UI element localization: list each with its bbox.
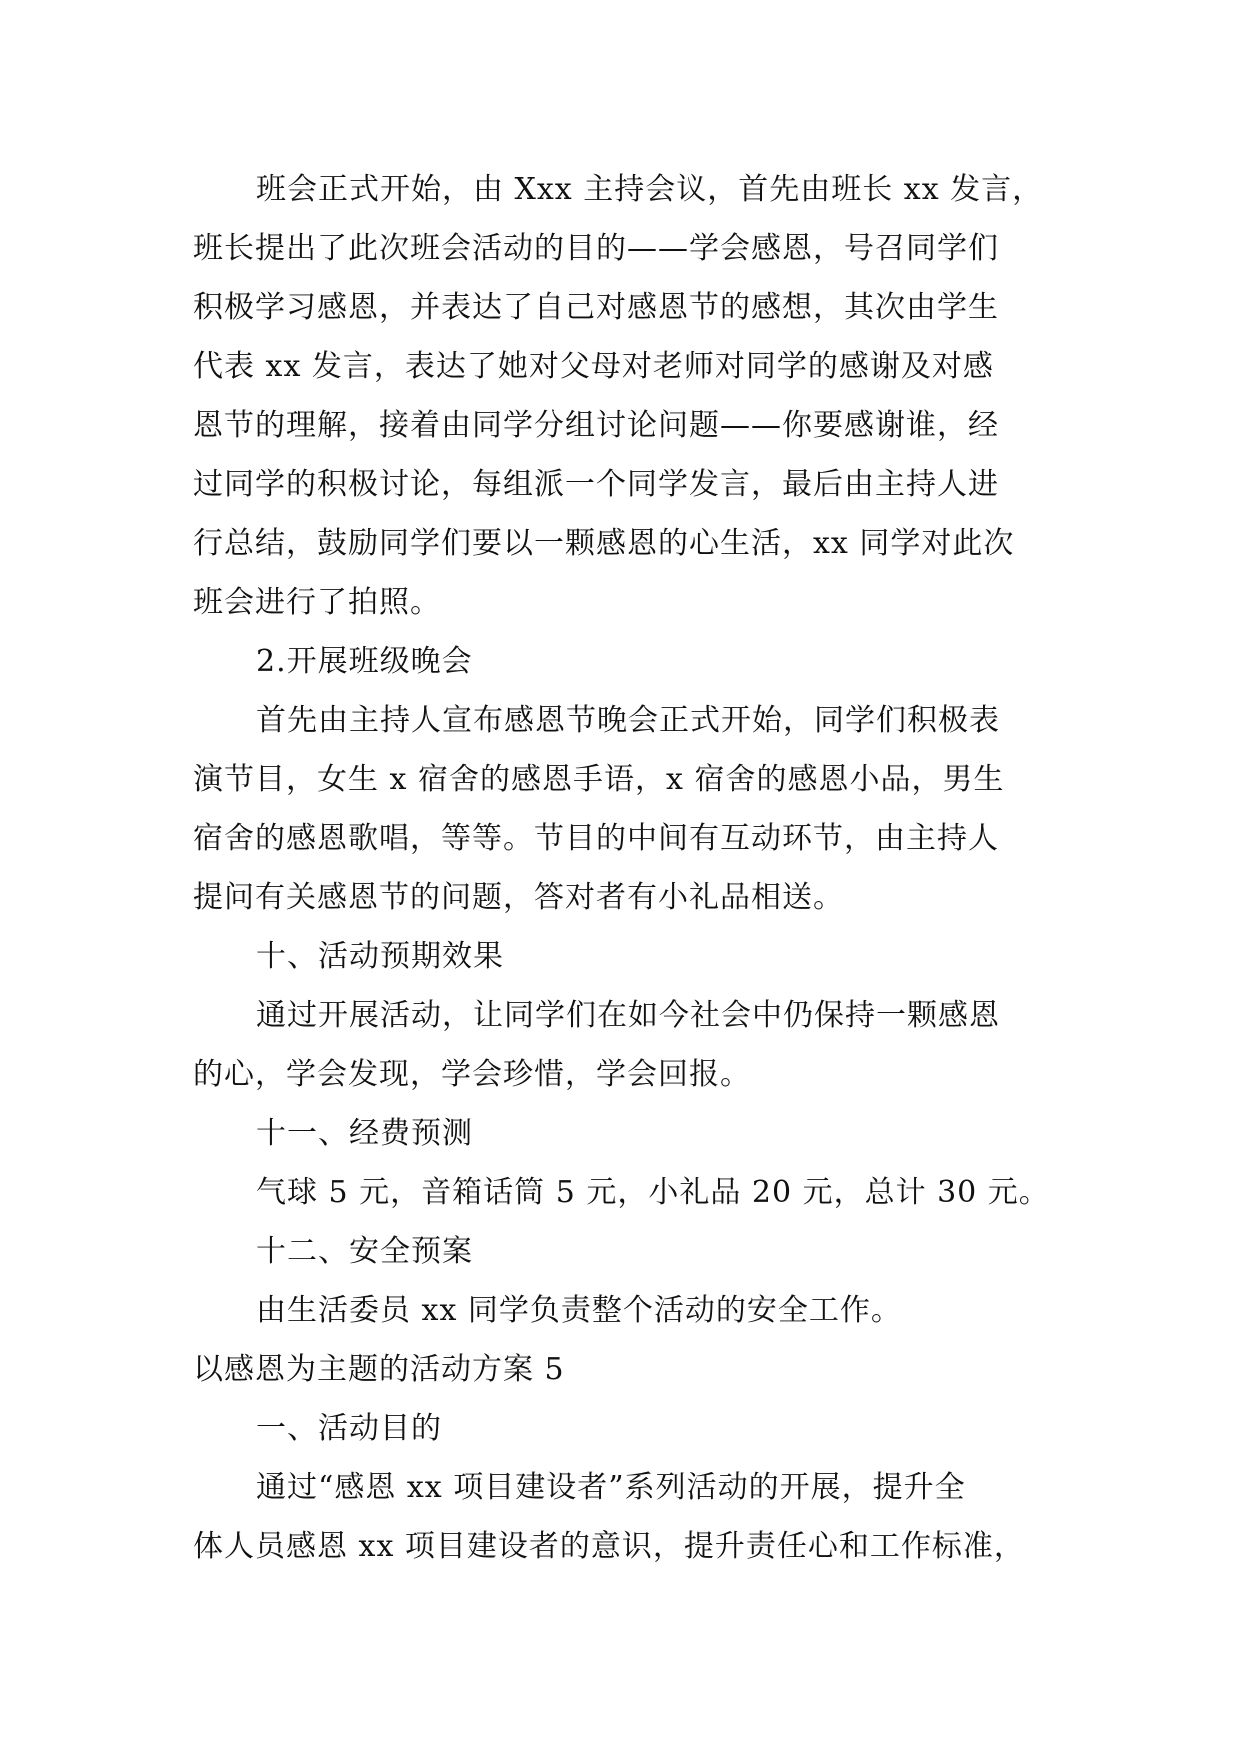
paragraph-line: 代表 xx 发言，表达了她对父母对老师对同学的感谢及对感 xyxy=(193,349,994,384)
section-subheading: 2.开展班级晚会 xyxy=(256,644,473,679)
paragraph-line: 气球 5 元，音箱话筒 5 元，小礼品 20 元，总计 30 元。 xyxy=(256,1175,1050,1210)
paragraph-line: 行总结，鼓励同学们要以一颗感恩的心生活，xx 同学对此次 xyxy=(193,526,1015,561)
paragraph-line: 首先由主持人宣布感恩节晚会正式开始，同学们积极表 xyxy=(256,703,1000,738)
paragraph-line: 通过开展活动，让同学们在如今社会中仍保持一颗感恩 xyxy=(256,998,1000,1033)
paragraph-line: 的心，学会发现，学会珍惜，学会回报。 xyxy=(193,1057,751,1092)
paragraph-line: 过同学的积极讨论，每组派一个同学发言，最后由主持人进 xyxy=(193,467,999,502)
paragraph-line: 班会正式开始，由 Xxx 主持会议，首先由班长 xx 发言， xyxy=(256,172,1044,207)
paragraph-line: 班长提出了此次班会活动的目的——学会感恩，号召同学们 xyxy=(193,231,999,266)
paragraph-line: 恩节的理解，接着由同学分组讨论问题——你要感谢谁，经 xyxy=(193,408,999,443)
document-body xyxy=(193,160,1073,1576)
paragraph-line: 班会进行了拍照。 xyxy=(193,585,441,620)
section-heading: 十二、安全预案 xyxy=(256,1234,473,1269)
paragraph-line: 演节目，女生 x 宿舍的感恩手语，x 宿舍的感恩小品，男生 xyxy=(193,762,1005,797)
paragraph-line: 通过“感恩 xx 项目建设者”系列活动的开展，提升全 xyxy=(256,1470,966,1505)
paragraph-line: 提问有关感恩节的问题，答对者有小礼品相送。 xyxy=(193,880,844,915)
paragraph-line: 由生活委员 xx 同学负责整个活动的安全工作。 xyxy=(256,1293,902,1328)
paragraph-line: 积极学习感恩，并表达了自己对感恩节的感想，其次由学生 xyxy=(193,290,999,325)
paragraph-line: 宿舍的感恩歌唱，等等。节目的中间有互动环节，由主持人 xyxy=(193,821,999,856)
paragraph-line: 体人员感恩 xx 项目建设者的意识，提升责任心和工作标准， xyxy=(193,1529,1025,1564)
section-heading: 一、活动目的 xyxy=(256,1411,442,1446)
section-heading: 十、活动预期效果 xyxy=(256,939,504,974)
document-title: 以感恩为主题的活动方案 5 xyxy=(193,1352,565,1387)
section-heading: 十一、经费预测 xyxy=(256,1116,473,1151)
